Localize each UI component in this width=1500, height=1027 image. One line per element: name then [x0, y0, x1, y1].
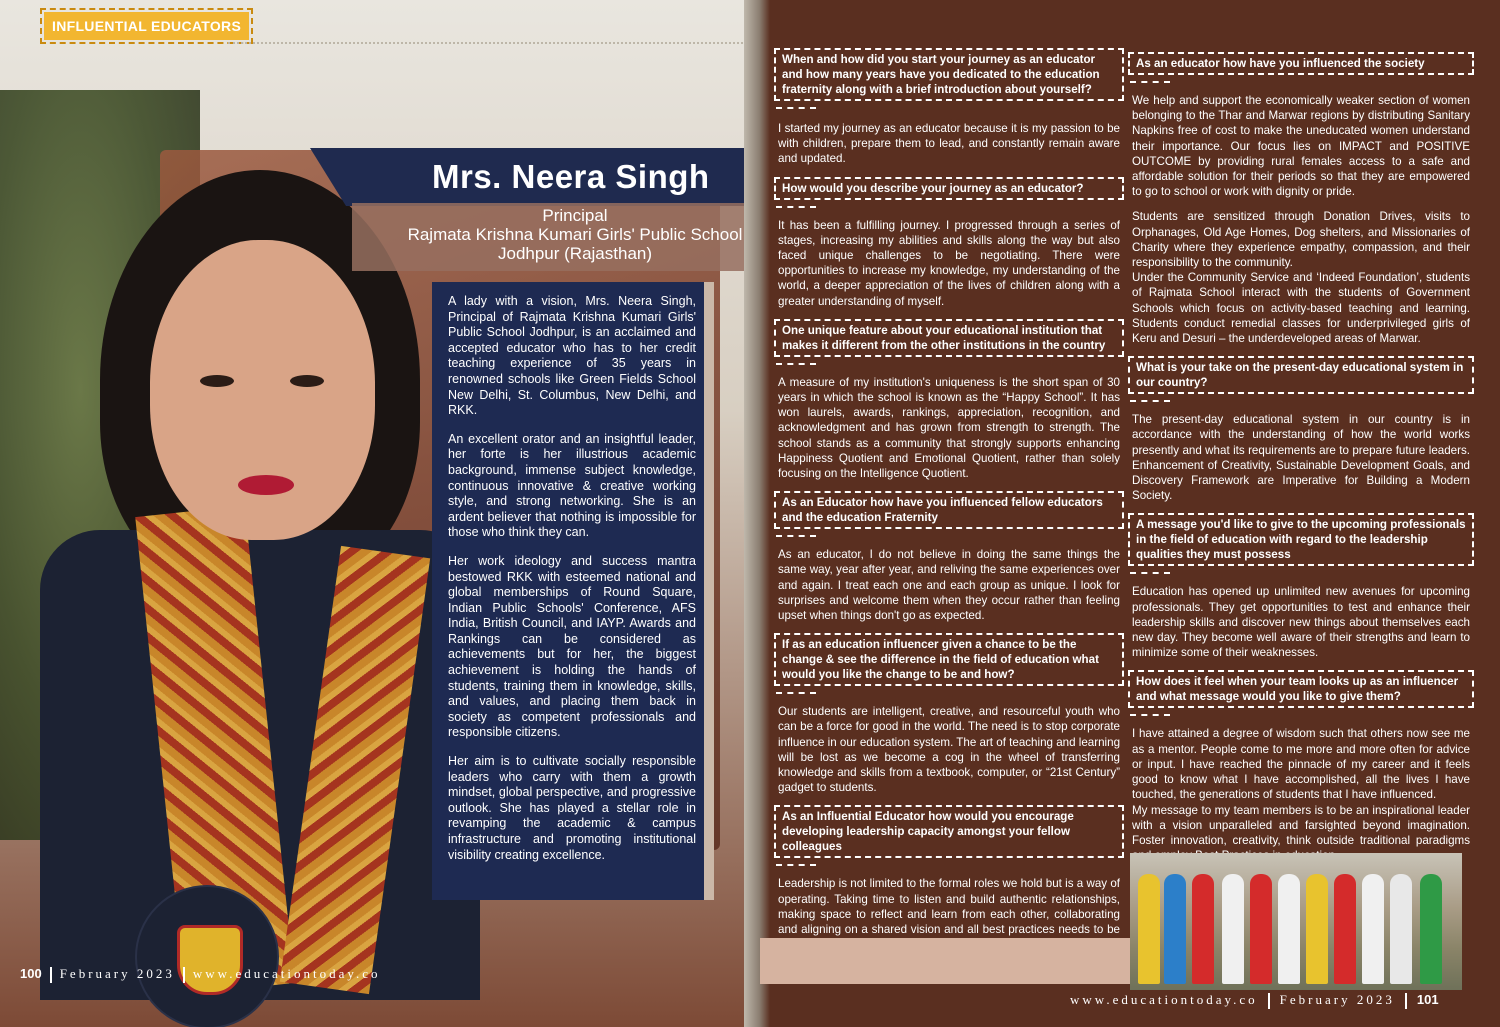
question: As an Influential Educator how would you encourage developing leadership capacity amongst your fellow colleagues — [774, 805, 1124, 858]
school-crest-icon — [135, 885, 279, 1027]
question: One unique feature about your educational institution that makes it different from the other institutions in the country — [774, 319, 1124, 357]
question: A message you'd like to give to the upcoming professionals in the field of education with regard to the leadership qualities they must possess — [1128, 513, 1474, 566]
person-role — [360, 206, 752, 263]
answer: A measure of my institution's uniqueness is the short span of 30 years in which the school is known as the “Happy School”. It has won laurels, awards, rankings, appreciation, recognition, and acknowledgment and has grown from strength to strength. The school stands as a community that strongly supports enhancing Happiness Quotient and Emotional Quotient, rather than solely focusing on the Intelligence Quotient. — [778, 375, 1120, 481]
section-divider — [228, 42, 743, 44]
question: If as an education influencer given a chance to be the change & see the difference in the field of education what would you like the change to be and how? — [774, 633, 1124, 686]
portrait-photo — [40, 170, 480, 990]
person-name: Mrs. Neera Singh — [432, 158, 710, 195]
left-folio — [20, 966, 381, 983]
answer: Students are sensitized through Donation Drives, visits to Orphanages, Old Age Homes, Dog shelters, and Missionaries of Charity where they experience empathy, compassion, and their responsibility to the community. — [1132, 210, 1470, 270]
question: As an Educator how have you influenced fellow educators and the education Fraternity — [774, 491, 1124, 529]
page-gutter — [744, 0, 770, 1027]
question: As an educator how have you influenced the society — [1128, 52, 1474, 75]
qa-block — [774, 177, 1124, 309]
issue-month: February 2023 — [1279, 992, 1395, 1007]
answer: I have attained a degree of wisdom such that others now see me as a mentor. People come to me more and more often for advice or input. I have reached the pinnacle of my career and it feels good to know what I have accomplished, all the lives I have touched, the generations of students that I have influenced. — [1132, 727, 1470, 802]
right-folio — [1070, 992, 1439, 1009]
page-number: 100 — [20, 966, 42, 981]
question: When and how did you start your journey as an educator and how many years have you dedicated to the education fraternity along with a brief introduction about yourself? — [774, 48, 1124, 101]
students-photo — [1130, 853, 1462, 990]
website: www.educationtoday.co — [1070, 992, 1258, 1007]
answer: I started my journey as an educator because it is my passion to be with children, prepare them to lead, and constantly remain aware and updated. — [778, 122, 1120, 166]
qa-block — [1128, 52, 1474, 346]
issue-month: February 2023 — [59, 966, 175, 981]
bio-box-edge — [704, 282, 714, 900]
website: www.educationtoday.co — [192, 966, 381, 981]
bio-paragraph: A lady with a vision, Mrs. Neera Singh, Principal of Rajmata Krishna Kumari Girls' Public School Jodhpur, is an acclaimed and accepted educator who has to her credit teaching experience of 35 years in renowned schools like Green Fields School New Delhi, St. Columbus, New Delhi, and RKK. — [448, 294, 696, 418]
interview-column-1 — [774, 48, 1124, 963]
answer: My message to my team members is to be an inspirational leader with a vision unparalleled and farsighted beyond imagination. Foster innovation, creativity, think outside traditional paradigms — [1132, 803, 1470, 847]
role-school: Rajmata Krishna Kumari Girls' Public School — [407, 225, 743, 244]
question: How does it feel when your team looks up as an influencer and what message would you like to give them? — [1128, 670, 1474, 708]
answer: As an educator, I do not believe in doing the same things the same way, year after year, and reliving the same experiences over and again. I treat each one and each group as unique. I look for surprises and welcome them when they occur rather than feeling upset when things don't go as expected. — [778, 548, 1120, 623]
qa-block — [1128, 513, 1474, 660]
qa-block — [1128, 670, 1474, 863]
answer: Under the Community Service and ‘Indeed Foundation’, students of Rajmata School interact with the students of Government Schools which focus on activity-based teaching and learning. Students conduct remedial classes for underprivileged girls of Keru and Desuri – the underdeveloped areas of Marwar. — [1132, 271, 1470, 346]
answer: The present-day educational system in our country is in accordance with the understanding of how the world works presently and what its requirements are to prepare future leaders. Enhancement of Creativity, Sustainable Development Goals, and Discovery Framework are Imperative for Building a Modern Society. — [1132, 413, 1470, 503]
bio-paragraph: An excellent orator and an insightful leader, her forte is her illustrious academic background, immense subject knowledge, continuous innovative & creative working style, and strong networking. She is an ardent believer that nothing is impossible for those who think they can. — [448, 431, 696, 540]
bio-paragraph: Her work ideology and success mantra bestowed RKK with esteemed national and global memberships of Round Square, Indian Public Schools' Conference, AFS India, British Council, and IAYP. Awards and Rankings can be considered as achievements but for her, the biggest achievement is holding the hands of students, training them in knowledge, skills, and values, and placing them back in society as competent professionals and responsible citizens. — [448, 553, 696, 740]
bottom-band — [760, 938, 1132, 984]
qa-block — [1128, 356, 1474, 503]
qa-block — [774, 633, 1124, 795]
question: What is your take on the present-day educational system in our country? — [1128, 356, 1474, 394]
answer: Education has opened up unlimited new avenues for upcoming professionals. They get opportunities to test and enhance their leadership skills and discover new things about themselves each new day. They become well aware of their strengths and learn to minimize some of their weaknesses. — [1132, 585, 1470, 660]
section-tag: INFLUENTIAL EDUCATORS — [44, 12, 249, 40]
page-number: 101 — [1416, 992, 1439, 1007]
answer: It has been a fulfilling journey. I progressed through a series of stages, increasing my abilities and skills along the way but also faced unique challenges to be negotiating. There were opportunities to increase my knowledge, my understanding of the world, a deeper appreciation of the lives of children along with a greater understanding of myself. — [778, 218, 1120, 308]
qa-block — [774, 319, 1124, 481]
answer: We help and support the economically weaker section of women belonging to the Thar and Marwar regions by distributing Sanitary Napkins free of cost to make the uneducated women understand their importance. Our focus lies on IMPACT and POSITIVE OUTCOME by providing rural females access to a safe and affordable solution for their periods so that they are empowered to go to school or work with dignity or pride. — [1132, 94, 1470, 199]
qa-block — [774, 805, 1124, 952]
qa-block — [774, 48, 1124, 167]
answer: Leadership is not limited to the formal roles we hold but is a way of operating. Taking time to listen and build authentic relationships, making space to reflect and learn from each other, collaborating and aligning on a shared vision and all best practices needs to be — [778, 877, 1120, 937]
qa-block — [774, 491, 1124, 623]
interview-column-2 — [1128, 52, 1474, 873]
answer: Our students are intelligent, creative, and resourceful youth who can be a force for good in the world. The need is to stop corporate influence in our education system. The art of teaching and learning will be lost as we become a cog in the wheel of transferring knowledge and skills from a textbook, computer, or “21st Century” gadget to students. — [778, 705, 1121, 795]
role-location: Jodhpur (Rajasthan) — [497, 244, 653, 263]
question: How would you describe your journey as an educator? — [774, 177, 1124, 200]
bio-text — [448, 294, 696, 876]
role-title: Principal — [542, 206, 608, 225]
bio-paragraph: Her aim is to cultivate socially responsible leaders who carry with them a growth mindset, global perspective, and progressive outlook. She has played a stellar role in revamping the academic & campus infrastructure and promoting institutional visibility creating excellence. — [448, 754, 696, 862]
